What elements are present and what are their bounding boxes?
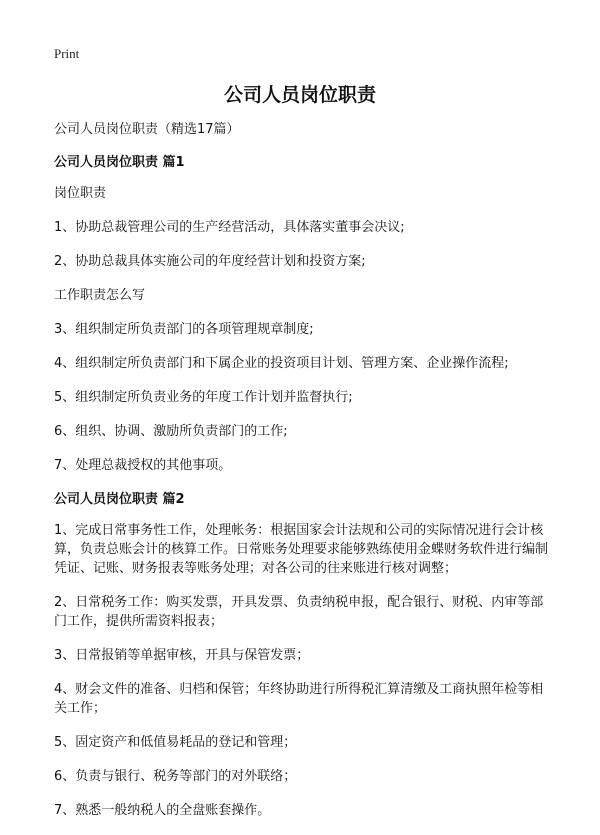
list-item: 7、熟悉一般纳税人的全盘账套操作。 [54, 803, 271, 818]
section-2 [54, 490, 554, 820]
paragraph: 工作职责怎么写 [54, 288, 146, 303]
list-item: 3、组织制定所负责部门的各项管理规章制度; [54, 322, 314, 337]
section-1 [54, 153, 554, 475]
section-heading: 公司人员岗位职责 篇2 [54, 492, 185, 507]
document-subtitle: 公司人员岗位职责（精选17篇） [54, 122, 240, 137]
list-item: 7、处理总裁授权的其他事项。 [54, 458, 232, 473]
list-item: 5、组织制定所负责业务的年度工作计划并监督执行; [54, 390, 353, 405]
list-item: 5、固定资产和低值易耗品的登记和管理； [54, 735, 297, 750]
list-item: 2、协助总裁具体实施公司的年度经营计划和投资方案; [54, 254, 366, 269]
list-item: 3、日常报销等单据审核，开具与保管发票； [54, 648, 310, 663]
list-item: 2、日常税务工作：购买发票，开具发票、负责纳税申报，配合银行、财税、内审等部门工作，提供所需资料报表； [54, 595, 544, 629]
print-link[interactable]: Print [54, 46, 80, 61]
list-item: 4、财会文件的准备、归档和保管；年终协助进行所得税汇算清缴及工商执照年检等相关工作； [54, 682, 544, 716]
list-item: 6、组织、协调、激励所负责部门的工作; [54, 424, 288, 439]
list-item: 1、完成日常事务性工作，处理帐务：根据国家会计法规和公司的实际情况进行会计核算，负责总账会计的核算工作。日常账务处理要求能够熟练使用金蝶财务软件进行编制凭证、记账、财务报表等账务处理；对各公司的往来账进行核对调整； [54, 523, 549, 576]
page-title: 公司人员岗位职责 [223, 84, 376, 106]
document-body [54, 120, 554, 835]
paragraph: 岗位职责 [54, 186, 107, 201]
list-item: 6、负责与银行、税务等部门的对外联络； [54, 769, 297, 784]
section-heading: 公司人员岗位职责 篇1 [54, 155, 185, 170]
list-item: 4、组织制定所负责部门和下属企业的投资项目计划、管理方案、企业操作流程; [54, 356, 509, 371]
list-item: 1、协助总裁管理公司的生产经营活动，具体落实董事会决议; [54, 220, 405, 235]
